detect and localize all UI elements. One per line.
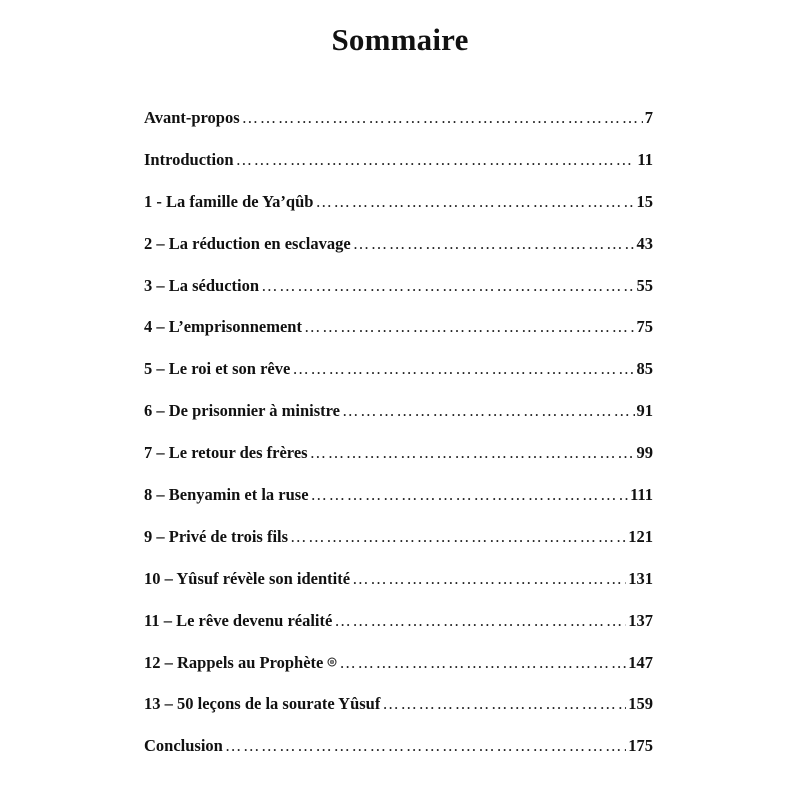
toc-entry-page: 147 (628, 652, 653, 672)
toc-entry-label: 3 – La séduction (144, 275, 260, 295)
toc-entry-label: 13 – 50 leçons de la sourate Yûsuf (144, 694, 381, 714)
toc-entry (144, 527, 653, 569)
toc-entry (144, 150, 653, 192)
dot-leader (292, 359, 634, 379)
toc-entry (144, 736, 653, 778)
toc-entry (144, 653, 653, 695)
toc-entry-page: 43 (636, 233, 653, 253)
toc-entry-label: 7 – Le retour des frères (144, 443, 308, 463)
toc-entry-page: 7 (644, 108, 653, 127)
toc-entry-label-with-icon (144, 653, 337, 673)
toc-entry (144, 401, 653, 443)
toc-entry-page: 111 (630, 485, 653, 505)
dot-leader (311, 485, 629, 505)
toc-entry-label: 10 – Yûsuf révèle son identité (144, 568, 351, 588)
dot-leader (242, 108, 643, 128)
toc-entry (144, 108, 653, 150)
toc-entry (144, 569, 653, 611)
dot-leader (334, 611, 626, 631)
page-title: Sommaire (331, 22, 469, 57)
toc-entry-page: 137 (628, 610, 653, 630)
toc-entry (144, 276, 653, 318)
toc-entry-label: 11 – Le rêve devenu réalité (144, 610, 333, 630)
toc-entry-label: Conclusion (144, 736, 223, 756)
dot-leader (236, 150, 636, 170)
toc-entry (144, 359, 653, 401)
toc-entry (144, 443, 653, 485)
toc-entry-page: 85 (636, 359, 653, 379)
toc-entry-label: 2 – La réduction en esclavage (144, 233, 351, 253)
toc-entry (144, 317, 653, 359)
dot-leader (310, 443, 635, 463)
toc-entry-page: 99 (636, 443, 653, 463)
dot-leader (353, 234, 635, 254)
toc-entry-page: 75 (636, 317, 653, 337)
toc-entry-page: 159 (628, 694, 653, 714)
toc-entry-label: 1 - La famille de Ya’qûb (144, 191, 314, 211)
toc-entry-page: 131 (628, 568, 653, 588)
toc-entry-label: Introduction (144, 149, 234, 169)
toc-entry-page: 175 (628, 736, 653, 756)
dot-leader (382, 694, 626, 714)
toc-entry (144, 234, 653, 276)
toc-entry-label: 12 – Rappels au Prophète (144, 652, 324, 672)
dot-leader (304, 317, 635, 337)
toc-entry-page: 15 (636, 191, 653, 211)
toc-entry (144, 694, 653, 736)
toc-entry-label: 6 – De prisonnier à ministre (144, 401, 341, 421)
toc-entry-label: 9 – Privé de trois fils (144, 526, 289, 546)
dot-leader (225, 736, 626, 756)
salutation-glyph-icon (327, 657, 337, 667)
toc-entry-label: 4 – L’emprisonnement (144, 317, 302, 337)
toc-entry-page: 121 (628, 526, 653, 546)
toc-entry-page: 91 (636, 401, 653, 421)
toc-entry (144, 485, 653, 527)
toc-entry-label: 8 – Benyamin et la ruse (144, 485, 309, 505)
toc-entry (144, 192, 653, 234)
toc-entry-label: 5 – Le roi et son rêve (144, 359, 291, 379)
toc-entry-page: 11 (637, 149, 653, 169)
toc-entry-page: 55 (636, 275, 653, 295)
dot-leader (339, 653, 626, 673)
dot-leader (315, 192, 634, 212)
dot-leader (261, 276, 634, 296)
table-of-contents (144, 108, 653, 778)
toc-entry (144, 611, 653, 653)
dot-leader (352, 569, 626, 589)
dot-leader (342, 401, 634, 421)
toc-entry-label: Avant-propos (144, 108, 240, 127)
dot-leader (290, 527, 626, 547)
